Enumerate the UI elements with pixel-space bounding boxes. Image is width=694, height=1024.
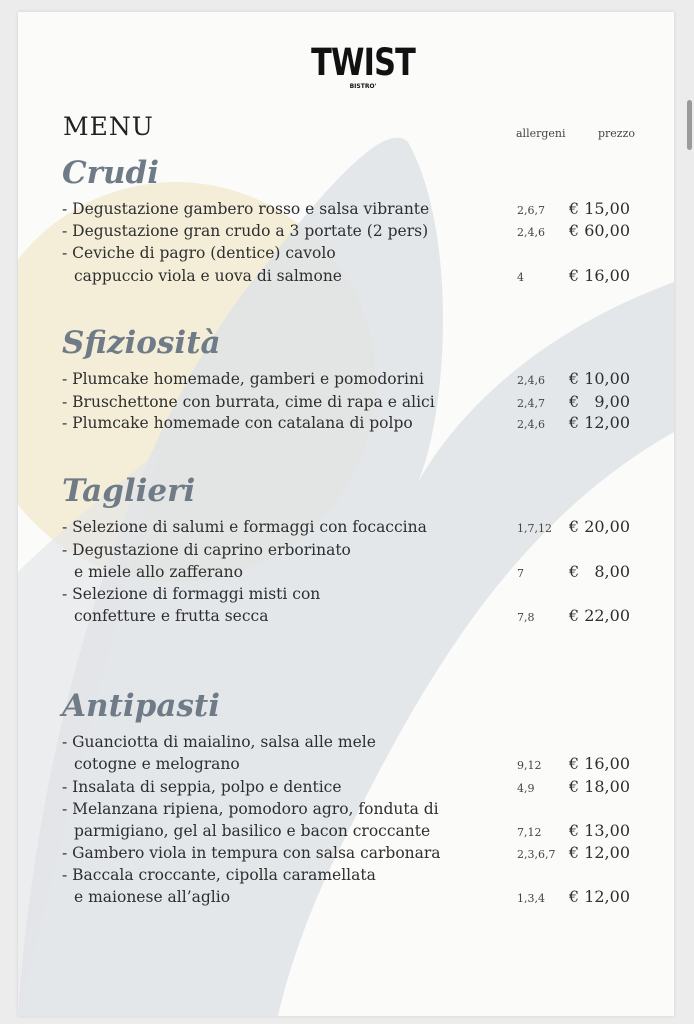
menu-item	[62, 242, 652, 264]
item-allergens: 2,4,6	[517, 418, 545, 431]
item-line: e maionese all’aglio	[74, 888, 231, 906]
item-allergens: 2,4,6	[517, 226, 545, 239]
menu-item	[62, 220, 652, 242]
menu-title: MENU	[63, 112, 154, 141]
scrollbar[interactable]	[687, 100, 692, 150]
item-price: € 12,00	[568, 887, 630, 906]
item-line: - Guanciotta di maialino, salsa alle mele	[62, 733, 376, 751]
menu-item-cont	[62, 561, 652, 583]
item-line: parmigiano, gel al basilico e bacon croccante	[74, 822, 431, 840]
brand-subtitle: BISTRO'	[349, 83, 377, 90]
item-line: - Insalata di seppia, polpo e dentice	[62, 778, 342, 796]
item-price: € 15,00	[568, 199, 630, 218]
menu-item-cont	[62, 605, 652, 627]
menu-item	[62, 539, 652, 561]
item-line: - Ceviche di pagro (dentice) cavolo	[62, 244, 336, 262]
item-allergens: 7,8	[517, 611, 535, 624]
item-allergens: 7	[517, 567, 524, 580]
menu-item-cont	[62, 820, 652, 842]
item-line: - Degustazione di caprino erborinato	[62, 541, 351, 559]
section-title: Crudi	[62, 155, 159, 191]
menu-item	[62, 368, 652, 390]
brand-name: TWIST	[311, 41, 416, 84]
item-price: € 12,00	[568, 413, 630, 432]
item-line: - Melanzana ripiena, pomodoro agro, fonduta di	[62, 800, 439, 818]
menu-item-cont	[62, 753, 652, 775]
item-price: € 8,00	[568, 562, 630, 581]
item-allergens: 7,12	[517, 826, 542, 839]
section-title: Taglieri	[62, 473, 196, 509]
section-title: Sfiziosità	[62, 325, 221, 361]
item-line: - Plumcake homemade con catalana di polpo	[62, 414, 413, 432]
menu-item	[62, 798, 652, 820]
item-line: cotogne e melograno	[74, 755, 240, 773]
item-allergens: 2,3,6,7	[517, 848, 556, 861]
menu-item	[62, 731, 652, 753]
item-line: - Plumcake homemade, gamberi e pomodorini	[62, 370, 424, 388]
item-line: confetture e frutta secca	[74, 607, 269, 625]
item-price: € 22,00	[568, 606, 630, 625]
item-price: € 9,00	[568, 392, 630, 411]
item-price: € 16,00	[568, 754, 630, 773]
item-price: € 60,00	[568, 221, 630, 240]
menu-item	[62, 776, 652, 798]
menu-item	[62, 516, 652, 538]
item-price: € 12,00	[568, 843, 630, 862]
item-allergens: 1,3,4	[517, 892, 545, 905]
item-price: € 10,00	[568, 369, 630, 388]
item-line: - Degustazione gambero rosso e salsa vibrante	[62, 200, 430, 218]
item-line: - Bruschettone con burrata, cime di rapa e alici	[62, 393, 435, 411]
item-price: € 13,00	[568, 821, 630, 840]
item-allergens: 2,4,6	[517, 374, 545, 387]
item-allergens: 1,7,12	[517, 522, 552, 535]
item-allergens: 2,4,7	[517, 397, 545, 410]
menu-item	[62, 583, 652, 605]
menu-item	[62, 864, 652, 886]
menu-item	[62, 412, 652, 434]
item-line: - Degustazione gran crudo a 3 portate (2 pers)	[62, 222, 429, 240]
item-allergens: 4,9	[517, 782, 535, 795]
item-line: cappuccio viola e uova di salmone	[74, 267, 342, 285]
menu-item-cont	[62, 886, 652, 908]
item-price: € 16,00	[568, 266, 630, 285]
item-allergens: 2,6,7	[517, 204, 545, 217]
menu-item	[62, 842, 652, 864]
menu-item-cont	[62, 265, 652, 287]
allergens-header: allergeni	[516, 127, 566, 140]
item-line: - Gambero viola in tempura con salsa carbonara	[62, 844, 441, 862]
item-line: - Baccala croccante, cipolla caramellata	[62, 866, 376, 884]
item-allergens: 9,12	[517, 759, 542, 772]
price-header: prezzo	[598, 127, 636, 140]
menu-item	[62, 391, 652, 413]
item-price: € 20,00	[568, 517, 630, 536]
item-price: € 18,00	[568, 777, 630, 796]
item-line: e miele allo zafferano	[74, 563, 243, 581]
item-line: - Selezione di salumi e formaggi con focaccina	[62, 518, 427, 536]
menu-page	[18, 12, 674, 1016]
brand-logo	[303, 41, 416, 90]
item-allergens: 4	[517, 271, 524, 284]
section-title: Antipasti	[62, 688, 220, 724]
menu-item	[62, 198, 652, 220]
item-line: - Selezione di formaggi misti con	[62, 585, 321, 603]
